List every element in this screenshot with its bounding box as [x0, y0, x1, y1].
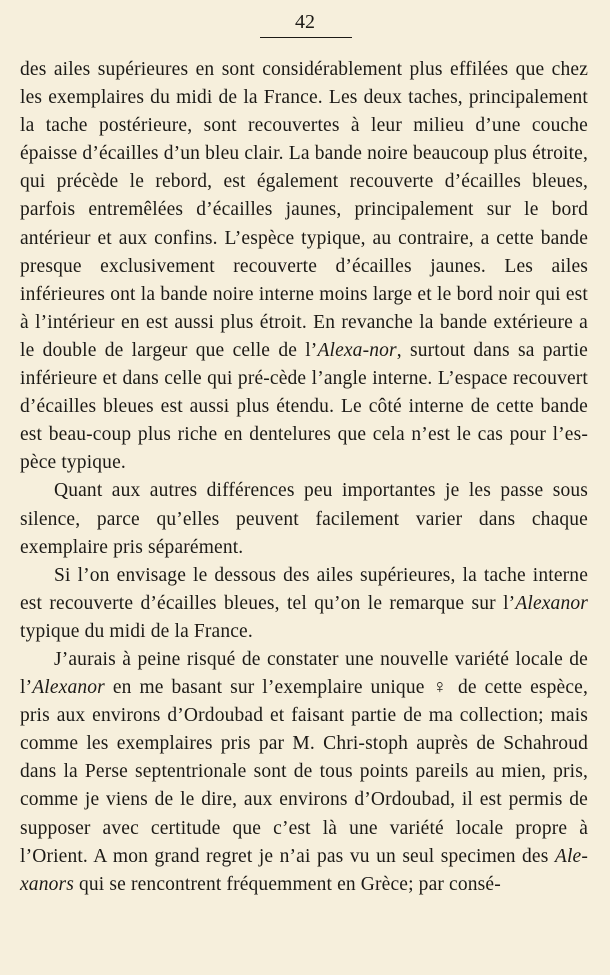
- body-text: [20, 56, 588, 899]
- italic-term: Alexanor: [515, 592, 588, 614]
- text-run: J’aurais à peine risqué de constater une nouvelle variété locale de l’: [20, 648, 588, 699]
- italic-term: Ale-xanors: [20, 845, 588, 895]
- page-header: [0, 10, 610, 34]
- paragraph: [20, 56, 588, 477]
- paragraph: [20, 646, 588, 899]
- paragraph: [20, 562, 588, 646]
- header-rule: [260, 37, 352, 38]
- text-run: Si l’on envisage le dessous des ailes supérieures, la tache interne est recouverte d’écailles bleues, tel qu’on le remarque sur l’: [20, 564, 588, 614]
- text-run: Quant aux autres différences peu importantes je les passe sous silence, parce qu’elles peuvent facilement varier dans chaque exemplaire pris séparément.: [20, 480, 588, 558]
- italic-term: Alexa-nor: [317, 339, 397, 361]
- text-run: typique du midi de la France.: [20, 620, 253, 642]
- page-number: 42: [295, 11, 315, 33]
- italic-term: Alexanor: [32, 677, 105, 699]
- text-run: , surtout dans sa partie inférieure et dans celle qui pré-cède l’angle interne. L’espace recouvert d’écailles bleues est aussi plus étendu. Le côté interne de cette bande est beau-coup plus riche en dentelures que cela n’est le cas pour l’es-pèce typique.: [20, 339, 588, 474]
- text-run: qui se rencontrent fréquemment en Grèce; par consé-: [73, 873, 501, 895]
- text-run: en me basant sur l’exemplaire unique ♀ de cette espèce, pris aux environs d’Ordoubad et faisant partie de ma collection; mais comme les exemplaires pris par M. Chri-stoph auprès de Schahroud dans la Perse septentrionale sont de tous points pareils au mien, pris, comme je viens de le dire, aux environs d’Ordoubad, il est permis de supposer avec certitude que c’est là une variété locale propre à l’Orient. A mon grand regret je n’ai pas vu un seul specimen des: [20, 677, 588, 867]
- paragraph: [20, 477, 588, 561]
- text-run: des ailes supérieures en sont considérablement plus effilées que chez les exemplaires du midi de la France. Les deux taches, principalement la tache postérieure, sont recouvertes à leur milieu d’une couche épaisse d’écailles d’un bleu clair. La bande noire beaucoup plus étroite, qui précède le rebord, est également recouverte d’écailles bleues, parfois entremêlées d’écailles jaunes, principalement sur le bord antérieur et aux confins. L’espèce typique, au contraire, a cette bande presque exclusivement recouverte d’écailles jaunes. Les ailes inférieures ont la bande noire interne moins large et le bord noir qui est à l’intérieur en est aussi plus étroit. En revanche la bande extérieure a le double de largeur que celle de l’: [20, 59, 588, 361]
